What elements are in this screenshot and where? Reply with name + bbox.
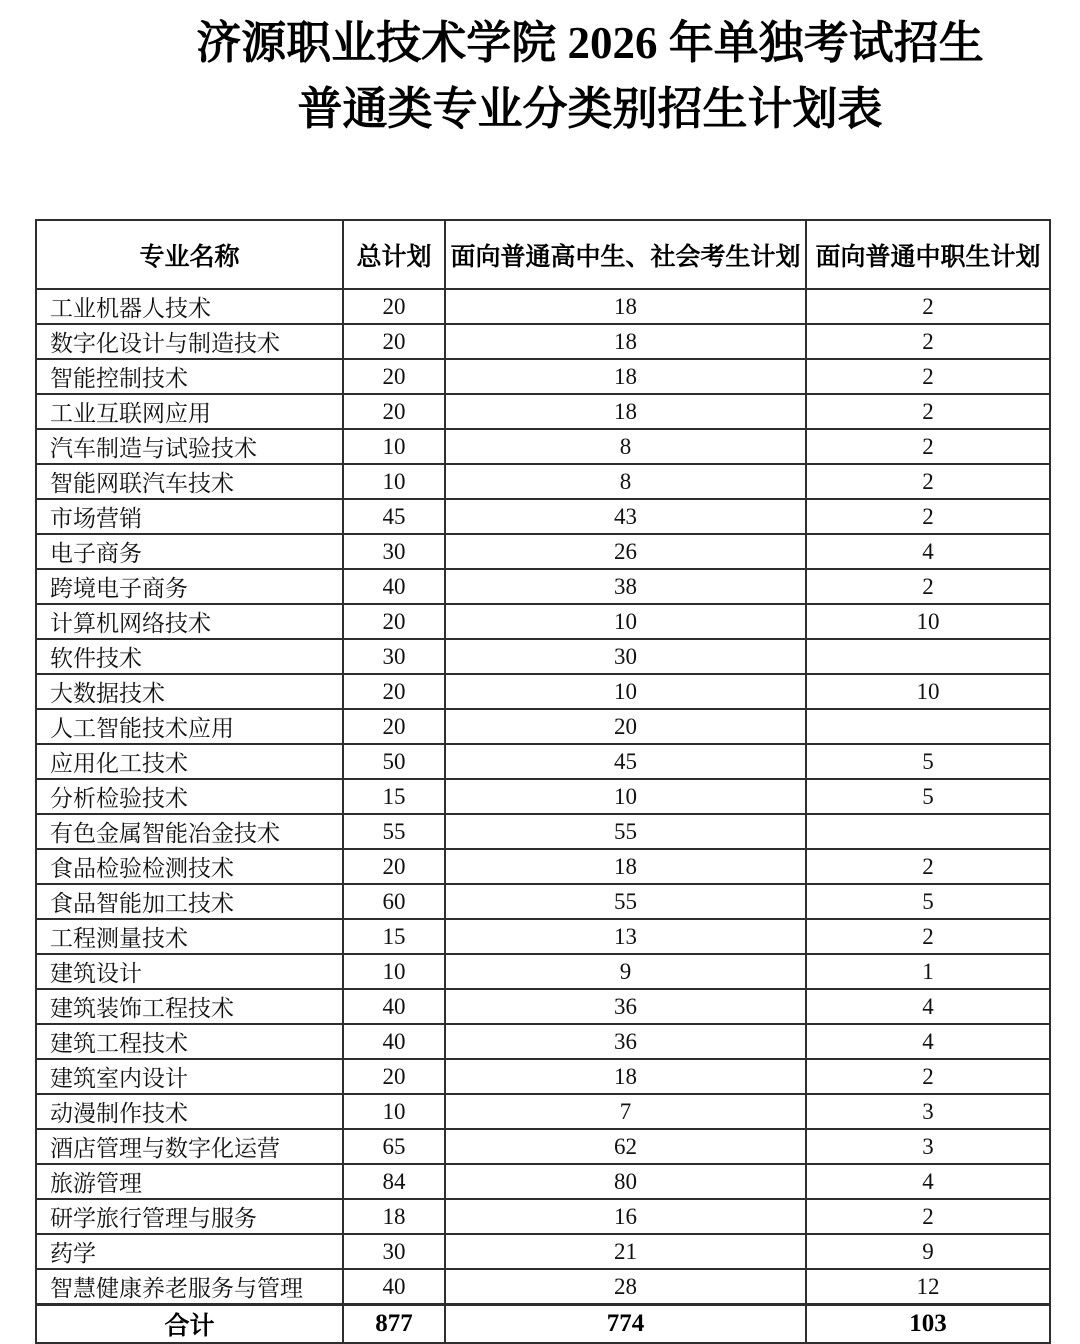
plan-value-cell: 55	[343, 814, 445, 849]
major-name-cell: 分析检验技术	[36, 779, 343, 814]
plan-value-cell: 18	[445, 849, 806, 884]
table-row	[36, 709, 1050, 744]
plan-value-cell: 2	[806, 499, 1050, 534]
plan-value-cell: 10	[806, 674, 1050, 709]
table-row	[36, 394, 1050, 429]
plan-value-cell: 2	[806, 429, 1050, 464]
plan-value-cell: 10	[343, 1094, 445, 1129]
table-row	[36, 429, 1050, 464]
total-label-cell: 合计	[36, 1305, 343, 1344]
major-name-cell: 大数据技术	[36, 674, 343, 709]
plan-value-cell: 18	[445, 324, 806, 359]
plan-value-cell: 20	[343, 289, 445, 324]
table-header-row	[36, 220, 1050, 289]
plan-value-cell: 20	[343, 359, 445, 394]
table-row	[36, 954, 1050, 989]
plan-value-cell: 10	[343, 464, 445, 499]
plan-value-cell	[806, 814, 1050, 849]
plan-value-cell: 16	[445, 1199, 806, 1234]
plan-value-cell: 2	[806, 1059, 1050, 1094]
plan-value-cell: 28	[445, 1269, 806, 1305]
plan-value-cell: 4	[806, 989, 1050, 1024]
plan-value-cell: 30	[445, 639, 806, 674]
page-title	[0, 0, 1080, 142]
table-row	[36, 639, 1050, 674]
plan-value-cell: 4	[806, 1164, 1050, 1199]
plan-value-cell: 40	[343, 989, 445, 1024]
plan-value-cell: 40	[343, 1269, 445, 1305]
major-name-cell: 研学旅行管理与服务	[36, 1199, 343, 1234]
plan-value-cell: 60	[343, 884, 445, 919]
plan-value-cell: 1	[806, 954, 1050, 989]
plan-value-cell: 7	[445, 1094, 806, 1129]
plan-value-cell: 2	[806, 324, 1050, 359]
plan-value-cell: 8	[445, 429, 806, 464]
plan-value-cell: 2	[806, 359, 1050, 394]
plan-value-cell: 2	[806, 569, 1050, 604]
plan-value-cell: 10	[445, 674, 806, 709]
table-row	[36, 1269, 1050, 1305]
major-name-cell: 食品智能加工技术	[36, 884, 343, 919]
plan-value-cell: 40	[343, 569, 445, 604]
plan-value-cell: 4	[806, 1024, 1050, 1059]
table-row	[36, 1024, 1050, 1059]
plan-value-cell: 18	[445, 359, 806, 394]
major-name-cell: 有色金属智能冶金技术	[36, 814, 343, 849]
plan-value-cell: 2	[806, 1199, 1050, 1234]
plan-value-cell: 15	[343, 919, 445, 954]
plan-value-cell: 30	[343, 1234, 445, 1269]
plan-value-cell: 10	[445, 604, 806, 639]
plan-value-cell: 18	[445, 394, 806, 429]
total-vocational-sum-cell: 103	[806, 1305, 1050, 1344]
plan-value-cell: 10	[806, 604, 1050, 639]
header-total-plan: 总计划	[343, 220, 445, 289]
title-line-1: 济源职业技术学院 2026 年单独考试招生	[196, 18, 984, 68]
plan-value-cell: 2	[806, 849, 1050, 884]
plan-value-cell: 20	[343, 674, 445, 709]
plan-value-cell: 2	[806, 919, 1050, 954]
plan-value-cell: 18	[343, 1199, 445, 1234]
major-name-cell: 工业机器人技术	[36, 289, 343, 324]
table-row	[36, 324, 1050, 359]
major-name-cell: 建筑设计	[36, 954, 343, 989]
title-line-2: 普通类专业分类别招生计划表	[297, 84, 883, 134]
plan-value-cell: 15	[343, 779, 445, 814]
table-row	[36, 1059, 1050, 1094]
major-name-cell: 智能控制技术	[36, 359, 343, 394]
major-name-cell: 药学	[36, 1234, 343, 1269]
plan-value-cell: 2	[806, 394, 1050, 429]
plan-value-cell: 9	[806, 1234, 1050, 1269]
plan-value-cell: 2	[806, 464, 1050, 499]
plan-value-cell: 5	[806, 884, 1050, 919]
header-vocational-plan: 面向普通中职生计划	[806, 220, 1050, 289]
plan-value-cell: 8	[445, 464, 806, 499]
total-plan-sum-cell: 877	[343, 1305, 445, 1344]
plan-value-cell: 50	[343, 744, 445, 779]
plan-value-cell: 20	[343, 324, 445, 359]
plan-value-cell: 84	[343, 1164, 445, 1199]
plan-value-cell: 55	[445, 814, 806, 849]
major-name-cell: 计算机网络技术	[36, 604, 343, 639]
plan-value-cell: 4	[806, 534, 1050, 569]
table-row	[36, 1164, 1050, 1199]
table-row	[36, 884, 1050, 919]
major-name-cell: 汽车制造与试验技术	[36, 429, 343, 464]
major-name-cell: 应用化工技术	[36, 744, 343, 779]
plan-value-cell: 5	[806, 744, 1050, 779]
plan-value-cell: 10	[445, 779, 806, 814]
major-name-cell: 酒店管理与数字化运营	[36, 1129, 343, 1164]
plan-value-cell: 30	[343, 534, 445, 569]
table-row	[36, 1129, 1050, 1164]
plan-value-cell: 10	[343, 954, 445, 989]
table-body	[36, 289, 1050, 1305]
plan-value-cell: 38	[445, 569, 806, 604]
table-row	[36, 359, 1050, 394]
header-major-name: 专业名称	[36, 220, 343, 289]
plan-value-cell: 36	[445, 1024, 806, 1059]
major-name-cell: 旅游管理	[36, 1164, 343, 1199]
plan-value-cell: 20	[343, 1059, 445, 1094]
table-row	[36, 849, 1050, 884]
plan-value-cell: 3	[806, 1129, 1050, 1164]
plan-value-cell: 20	[343, 394, 445, 429]
plan-value-cell: 20	[343, 849, 445, 884]
enrollment-plan-table	[35, 219, 1051, 1344]
plan-value-cell: 26	[445, 534, 806, 569]
major-name-cell: 工程测量技术	[36, 919, 343, 954]
table-row	[36, 499, 1050, 534]
major-name-cell: 市场营销	[36, 499, 343, 534]
plan-value-cell: 5	[806, 779, 1050, 814]
plan-value-cell: 30	[343, 639, 445, 674]
plan-value-cell: 80	[445, 1164, 806, 1199]
major-name-cell: 建筑室内设计	[36, 1059, 343, 1094]
plan-value-cell	[806, 639, 1050, 674]
plan-value-cell: 18	[445, 289, 806, 324]
plan-value-cell: 21	[445, 1234, 806, 1269]
major-name-cell: 食品检验检测技术	[36, 849, 343, 884]
plan-value-cell: 20	[343, 604, 445, 639]
plan-value-cell: 18	[445, 1059, 806, 1094]
major-name-cell: 软件技术	[36, 639, 343, 674]
table-row	[36, 534, 1050, 569]
table-row	[36, 289, 1050, 324]
table-row	[36, 989, 1050, 1024]
major-name-cell: 智能网联汽车技术	[36, 464, 343, 499]
table-row	[36, 779, 1050, 814]
plan-value-cell: 20	[445, 709, 806, 744]
plan-value-cell	[806, 709, 1050, 744]
plan-value-cell: 55	[445, 884, 806, 919]
plan-value-cell: 20	[343, 709, 445, 744]
table-row	[36, 569, 1050, 604]
plan-value-cell: 62	[445, 1129, 806, 1164]
plan-value-cell: 10	[343, 429, 445, 464]
major-name-cell: 人工智能技术应用	[36, 709, 343, 744]
plan-value-cell: 65	[343, 1129, 445, 1164]
major-name-cell: 工业互联网应用	[36, 394, 343, 429]
major-name-cell: 数字化设计与制造技术	[36, 324, 343, 359]
table-row	[36, 1094, 1050, 1129]
table-row	[36, 1199, 1050, 1234]
major-name-cell: 跨境电子商务	[36, 569, 343, 604]
plan-value-cell: 45	[343, 499, 445, 534]
major-name-cell: 建筑装饰工程技术	[36, 989, 343, 1024]
major-name-cell: 建筑工程技术	[36, 1024, 343, 1059]
table-row	[36, 674, 1050, 709]
table-row	[36, 464, 1050, 499]
plan-value-cell: 12	[806, 1269, 1050, 1305]
table-row	[36, 919, 1050, 954]
table-row	[36, 1234, 1050, 1269]
table-row	[36, 814, 1050, 849]
header-highschool-social-plan: 面向普通高中生、社会考生计划	[445, 220, 806, 289]
total-highschool-sum-cell: 774	[445, 1305, 806, 1344]
table-row	[36, 744, 1050, 779]
plan-value-cell: 43	[445, 499, 806, 534]
plan-value-cell: 9	[445, 954, 806, 989]
plan-value-cell: 3	[806, 1094, 1050, 1129]
plan-value-cell: 2	[806, 289, 1050, 324]
plan-value-cell: 45	[445, 744, 806, 779]
major-name-cell: 电子商务	[36, 534, 343, 569]
plan-value-cell: 36	[445, 989, 806, 1024]
plan-value-cell: 13	[445, 919, 806, 954]
table-row	[36, 604, 1050, 639]
total-row	[36, 1305, 1050, 1344]
plan-value-cell: 40	[343, 1024, 445, 1059]
major-name-cell: 智慧健康养老服务与管理	[36, 1269, 343, 1305]
major-name-cell: 动漫制作技术	[36, 1094, 343, 1129]
